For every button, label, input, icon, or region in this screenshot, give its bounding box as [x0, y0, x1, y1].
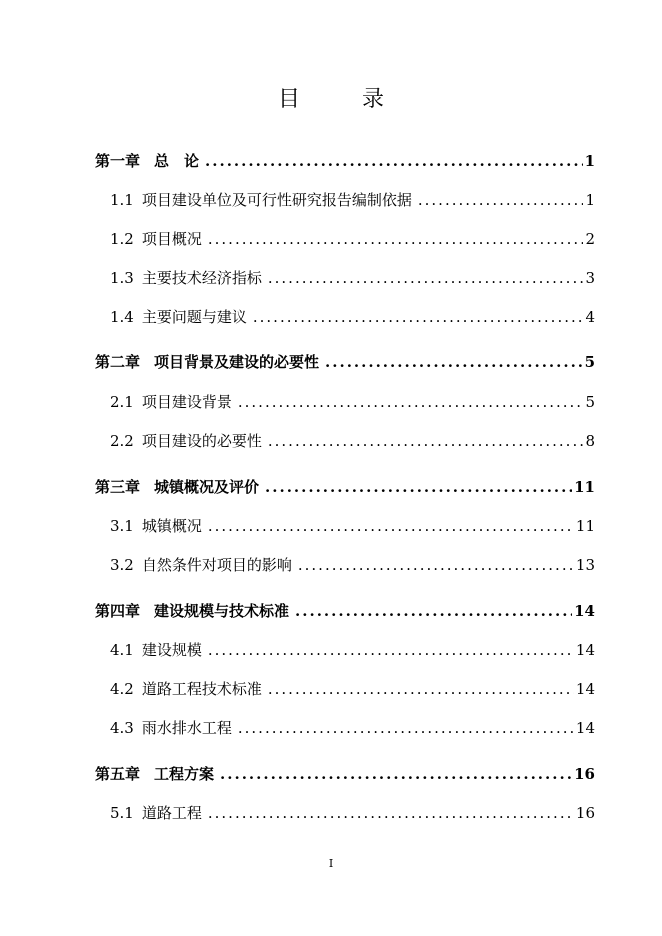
toc-entry-label: 主要技术经济指标 — [141, 269, 262, 287]
toc-entry-page: 5 — [585, 393, 595, 411]
toc-dot-leader — [268, 680, 574, 698]
toc-entry-page: 16 — [575, 804, 595, 822]
toc-entry-page: 11 — [575, 517, 595, 535]
toc-dot-leader — [208, 804, 574, 822]
toc-dot-leader — [265, 478, 572, 496]
toc-entry-label: 项目建设单位及可行性研究报告编制依据 — [141, 191, 412, 209]
toc-section-entry[interactable] — [110, 391, 595, 412]
toc-section-entry[interactable] — [110, 430, 595, 451]
toc-entry-page: 8 — [585, 432, 595, 450]
toc-entry-label: 城镇概况及评价 — [154, 478, 260, 496]
toc-entry-page: 16 — [574, 765, 595, 783]
toc-entry-page: 5 — [584, 353, 595, 371]
toc-dot-leader — [253, 308, 584, 326]
toc-entry-page: 4 — [585, 308, 595, 326]
toc-chapter-entry[interactable] — [95, 600, 595, 621]
toc-entry-label: 总 论 — [154, 152, 200, 170]
toc-entry-page: 14 — [575, 680, 595, 698]
toc-chapter-entry[interactable] — [95, 763, 595, 784]
toc-entry-number: 第三章 — [95, 478, 141, 496]
toc-entry-page: 1 — [584, 152, 595, 170]
toc-section-entry[interactable] — [110, 306, 595, 327]
toc-section-entry[interactable] — [110, 678, 595, 699]
toc-dot-leader — [208, 230, 584, 248]
toc-section-entry[interactable] — [110, 717, 595, 738]
toc-dot-leader — [238, 393, 584, 411]
toc-dot-leader — [295, 602, 572, 620]
toc-entry-number: 第五章 — [95, 765, 141, 783]
toc-dot-leader — [325, 353, 583, 371]
toc-entry-number: 第一章 — [95, 152, 141, 170]
toc-dot-leader — [238, 719, 574, 737]
toc-entry-label: 建设规模 — [141, 641, 202, 659]
toc-entry-label: 主要问题与建议 — [141, 308, 247, 326]
toc-dot-leader — [208, 517, 574, 535]
toc-entry-number: 3.1 — [110, 517, 134, 535]
toc-entry-number: 4.2 — [110, 680, 134, 698]
toc-entry-label: 项目概况 — [141, 230, 202, 248]
toc-entry-page: 14 — [574, 602, 595, 620]
toc-entry-label: 建设规模与技术标准 — [154, 602, 290, 620]
title-char-2: 录 — [362, 87, 385, 112]
toc-entry-label: 道路工程技术标准 — [141, 680, 262, 698]
toc-entry-number: 1.4 — [110, 308, 134, 326]
toc-entry-number: 2.2 — [110, 432, 134, 450]
toc-chapter-entry[interactable] — [95, 150, 595, 171]
toc-dot-leader — [205, 152, 583, 170]
toc-entry-number: 3.2 — [110, 556, 134, 574]
toc-section-entry[interactable] — [110, 228, 595, 249]
toc-section-entry[interactable] — [110, 189, 595, 210]
toc-entry-label: 城镇概况 — [141, 517, 202, 535]
toc-entry-page: 14 — [575, 641, 595, 659]
toc-entry-page: 11 — [574, 478, 595, 496]
toc-section-entry[interactable] — [110, 554, 595, 575]
toc-entry-label: 雨水排水工程 — [141, 719, 232, 737]
toc-dot-leader — [418, 191, 584, 209]
toc-dot-leader — [220, 765, 572, 783]
toc-entry-number: 1.3 — [110, 269, 134, 287]
toc-entry-number: 1.1 — [110, 191, 134, 209]
toc-entry-number: 1.2 — [110, 230, 134, 248]
toc-section-entry[interactable] — [110, 639, 595, 660]
toc-entry-label: 工程方案 — [154, 765, 215, 783]
toc-chapter-entry[interactable] — [95, 351, 595, 372]
toc-entry-number: 第二章 — [95, 353, 141, 371]
title-char-1: 目 — [277, 87, 300, 112]
toc-dot-leader — [268, 432, 584, 450]
toc-entry-label: 自然条件对项目的影响 — [141, 556, 292, 574]
toc-entry-number: 第四章 — [95, 602, 141, 620]
toc-section-entry[interactable] — [110, 802, 595, 823]
toc-entry-page: 14 — [575, 719, 595, 737]
toc-entry-page: 1 — [585, 191, 595, 209]
toc-entry-number: 4.3 — [110, 719, 134, 737]
toc-section-entry[interactable] — [110, 267, 595, 288]
toc-entry-page: 13 — [575, 556, 595, 574]
toc-chapter-entry[interactable] — [95, 476, 595, 497]
toc-dot-leader — [208, 641, 574, 659]
toc-entry-label: 项目建设背景 — [141, 393, 232, 411]
toc-dot-leader — [268, 269, 584, 287]
toc-entry-number: 2.1 — [110, 393, 134, 411]
toc-dot-leader — [298, 556, 574, 574]
toc-entry-label: 道路工程 — [141, 804, 202, 822]
toc-entry-page: 2 — [585, 230, 595, 248]
toc-entry-page: 3 — [585, 269, 595, 287]
toc-entry-label: 项目建设的必要性 — [141, 432, 262, 450]
toc-section-entry[interactable] — [110, 515, 595, 536]
page-number-footer: I — [328, 857, 334, 870]
toc-entry-label: 项目背景及建设的必要性 — [154, 353, 320, 371]
toc-entry-number: 5.1 — [110, 804, 134, 822]
toc-entry-number: 4.1 — [110, 641, 134, 659]
